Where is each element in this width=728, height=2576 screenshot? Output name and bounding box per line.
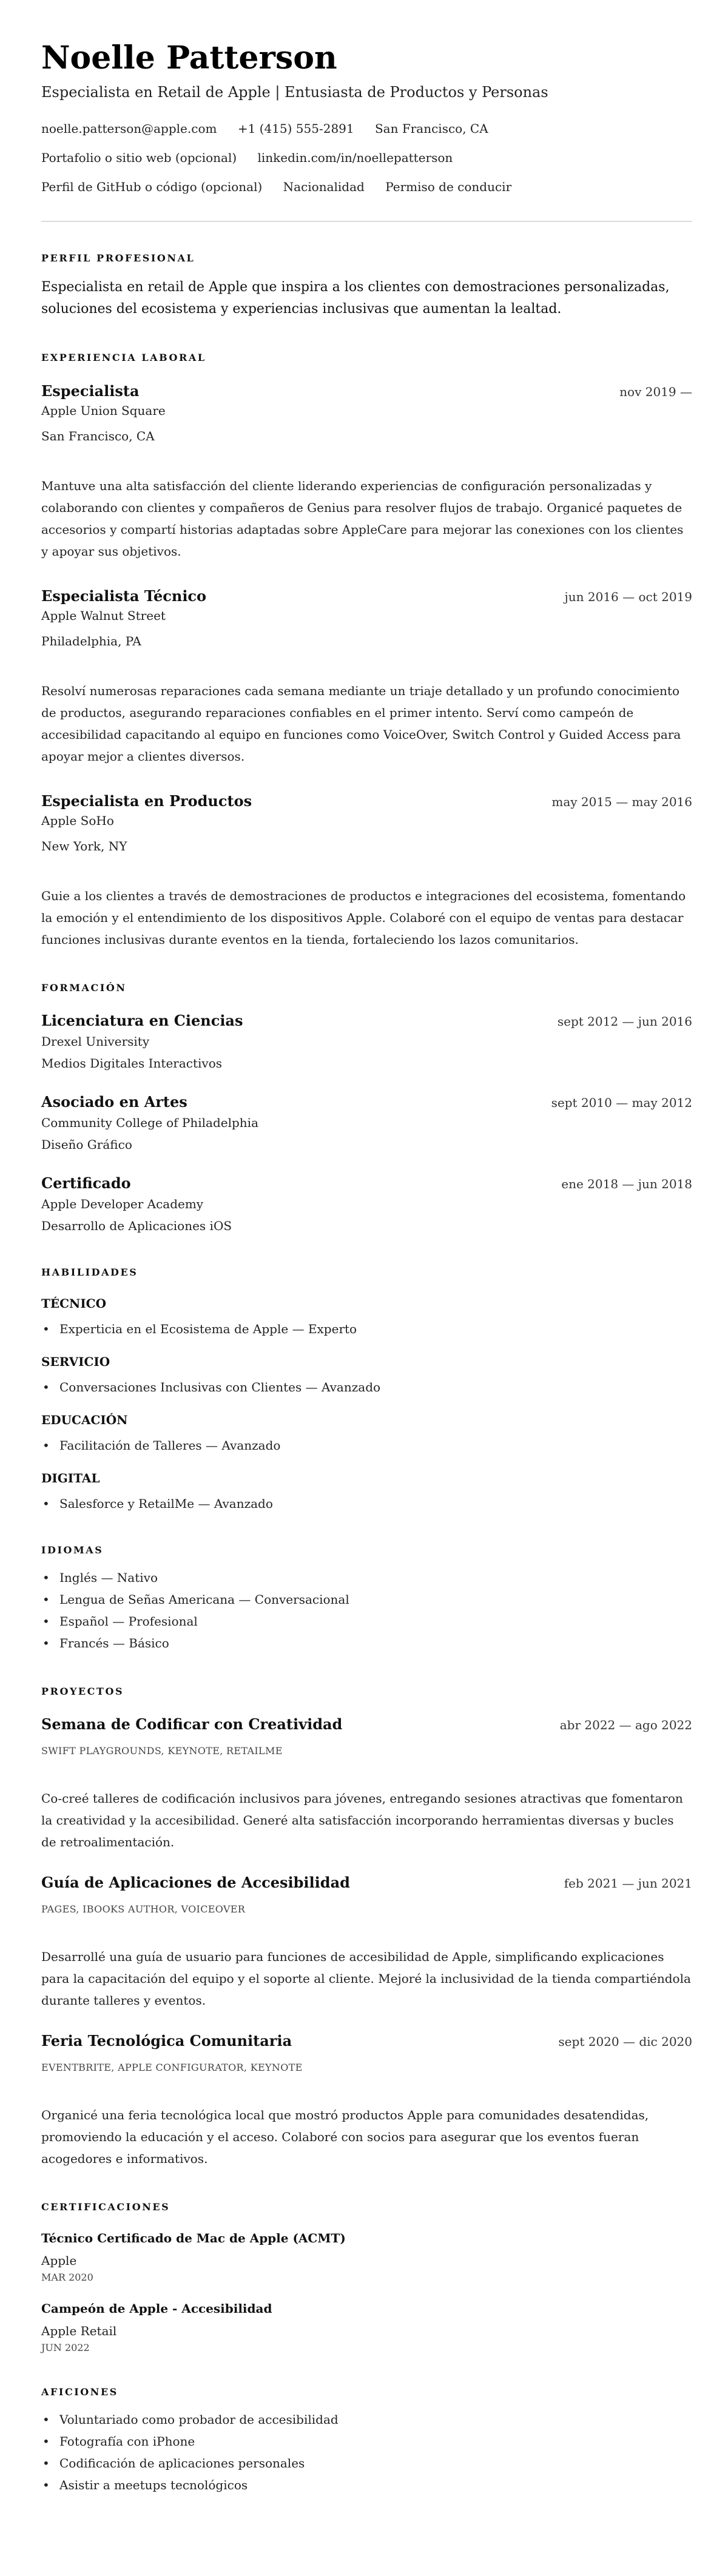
job-description: Guie a los clientes a través de demostraciones de productos e integraciones del ecosistema, fomentando la emoción y el entendimiento de los dispositivos Apple. Colaboré con el equipo de ventas para destacar funciones inclusivas durante eventos en la tienda, fortaleciendo los lazos comunitarios. — [41, 889, 686, 947]
project-dates: abr 2022 — ago 2022 — [559, 1718, 692, 1732]
job-company: Apple Walnut Street — [41, 608, 166, 623]
certification-issuer: Apple Retail — [41, 2324, 117, 2338]
section-heading: HABILIDADES — [41, 1266, 138, 1278]
education-section — [41, 982, 692, 1235]
linkedin-link[interactable]: linkedin.com/in/noellepatterson — [257, 150, 453, 165]
job-description: Resolví numerosas reparaciones cada semana mediante un triaje detallado y un profundo conocimiento de productos, asegurando reparaciones confiables en el primer intento. Serví como campeón de accesibilidad capacitando al equipo en funciones como VoiceOver, Switch Control y Guided Access para apoyar mejor a clientes diversos. — [41, 684, 681, 764]
certifications-section — [41, 2201, 692, 2355]
skill-list — [41, 1495, 692, 1513]
certification-title: Técnico Certificado de Mac de Apple (ACMT) — [41, 2231, 346, 2245]
summary-section — [41, 252, 692, 320]
skill-category: EDUCACIÓN — [41, 1413, 128, 1427]
hobbies-section — [41, 2386, 692, 2496]
resume-header — [41, 40, 692, 197]
languages-section — [41, 1544, 692, 1654]
section-heading: FORMACIÓN — [41, 982, 127, 994]
job-company: Apple Union Square — [41, 403, 166, 418]
certification-date: MAR 2020 — [41, 2272, 93, 2283]
portfolio-link[interactable]: Portafolio o sitio web (opcional) — [41, 150, 237, 165]
job-entry — [41, 792, 692, 950]
skill-category: SERVICIO — [41, 1354, 110, 1369]
degree-title: Asociado en Artes — [41, 1093, 187, 1111]
project-tech: PAGES, IBOOKS AUTHOR, VOICEOVER — [41, 1903, 246, 1915]
hobby-item: • Voluntariado como probador de accesibilidad — [41, 2409, 692, 2430]
certification-date: JUN 2022 — [41, 2342, 90, 2353]
education-dates: sept 2010 — may 2012 — [551, 1095, 692, 1110]
project-dates: sept 2020 — dic 2020 — [558, 2034, 692, 2049]
job-location: Philadelphia, PA — [41, 634, 141, 648]
header-divider — [41, 221, 692, 222]
degree-title: Licenciatura en Ciencias — [41, 1012, 243, 1029]
project-tech: EVENTBRITE, APPLE CONFIGURATOR, KEYNOTE — [41, 2062, 303, 2073]
nationality: Nacionalidad — [283, 180, 365, 194]
job-title: Especialista — [41, 382, 140, 400]
job-dates: jun 2016 — oct 2019 — [564, 590, 692, 604]
language-list — [41, 1567, 692, 1654]
project-description: Organicé una feria tecnológica local que mostró productos Apple para comunidades desatendidas, promoviendo la educación y el acceso. Colaboré con socios para asegurar que los eventos fueran acogedores e informativos. — [41, 2108, 649, 2166]
skill-category: DIGITAL — [41, 1471, 100, 1485]
skill-item: • Salesforce y RetailMe — Avanzado — [41, 1495, 692, 1513]
certification-issuer: Apple — [41, 2253, 77, 2268]
section-heading: EXPERIENCIA LABORAL — [41, 352, 206, 363]
certification-title: Campeón de Apple - Accesibilidad — [41, 2301, 272, 2316]
job-title: Especialista en Productos — [41, 792, 252, 810]
email-link[interactable]: noelle.patterson@apple.com — [41, 121, 217, 136]
language-item: • Lengua de Señas Americana — Conversacional — [41, 1589, 692, 1610]
job-title: Especialista Técnico — [41, 587, 207, 605]
experience-section — [41, 352, 692, 950]
field-of-study: Desarrollo de Aplicaciones iOS — [41, 1219, 232, 1233]
degree-title: Certificado — [41, 1174, 131, 1192]
section-heading: IDIOMAS — [41, 1544, 104, 1556]
education-entry — [41, 1011, 692, 1072]
project-description: Desarrollé una guía de usuario para funciones de accesibilidad de Apple, simplificando explicaciones para la capacitación del equipo y el soporte al cliente. Mejoré la inclusividad de la tienda compartiéndola durante talleres y eventos. — [41, 1949, 691, 2008]
school-name: Drexel University — [41, 1034, 150, 1049]
project-description: Co-creé talleres de codificación inclusivos para jóvenes, entregando sesiones atractivas que fomentaron la creatividad y la accesibilidad. Generé alta satisfacción incorporando herramientas diversas y bucles de retroalimentación. — [41, 1791, 683, 1849]
project-title: Guía de Aplicaciones de Accesibilidad — [41, 1874, 350, 1891]
school-name: Community College of Philadelphia — [41, 1115, 258, 1130]
job-dates: nov 2019 — — [619, 385, 692, 399]
github-link[interactable]: Perfil de GitHub o código (opcional) — [41, 180, 263, 194]
field-of-study: Diseño Gráfico — [41, 1137, 132, 1152]
candidate-name: Noelle Patterson — [41, 39, 337, 76]
job-location: New York, NY — [41, 839, 127, 853]
project-title: Feria Tecnológica Comunitaria — [41, 2032, 292, 2050]
skill-list — [41, 1436, 692, 1454]
hobby-item: • Asistir a meetups tecnológicos — [41, 2474, 692, 2496]
skill-category: TÉCNICO — [41, 1296, 107, 1311]
section-heading: CERTIFICACIONES — [41, 2201, 170, 2213]
job-company: Apple SoHo — [41, 813, 114, 828]
project-tech: SWIFT PLAYGROUNDS, KEYNOTE, RETAILME — [41, 1745, 283, 1757]
hobby-item: • Fotografía con iPhone — [41, 2430, 692, 2452]
section-heading: PERFIL PROFESIONAL — [41, 252, 195, 264]
job-entry — [41, 587, 692, 767]
education-dates: ene 2018 — jun 2018 — [561, 1177, 692, 1191]
project-dates: feb 2021 — jun 2021 — [564, 1876, 692, 1891]
field-of-study: Medios Digitales Interactivos — [41, 1056, 222, 1071]
language-item: • Francés — Básico — [41, 1632, 692, 1654]
skills-section — [41, 1266, 692, 1513]
driving-license: Permiso de conducir — [385, 180, 512, 194]
project-entry — [41, 1715, 692, 1853]
certification-entry — [41, 2229, 692, 2284]
skill-list — [41, 1378, 692, 1396]
project-title: Semana de Codificar con Creatividad — [41, 1715, 343, 1733]
skill-item: • Conversaciones Inclusivas con Clientes — Avanzado — [41, 1378, 692, 1396]
skill-item: • Facilitación de Talleres — Avanzado — [41, 1436, 692, 1454]
candidate-headline: Especialista en Retail de Apple | Entusiasta de Productos y Personas — [41, 84, 548, 101]
contact-row — [41, 119, 692, 138]
projects-section — [41, 1686, 692, 2170]
language-item: • Español — Profesional — [41, 1610, 692, 1632]
job-location: San Francisco, CA — [41, 429, 155, 443]
phone-number: +1 (415) 555-2891 — [237, 121, 354, 136]
school-name: Apple Developer Academy — [41, 1197, 204, 1211]
skill-list — [41, 1320, 692, 1338]
certification-entry — [41, 2299, 692, 2355]
location: San Francisco, CA — [374, 121, 488, 136]
language-item: • Inglés — Nativo — [41, 1567, 692, 1589]
job-dates: may 2015 — may 2016 — [551, 795, 692, 809]
contact-row — [41, 148, 692, 167]
job-entry — [41, 382, 692, 562]
project-entry — [41, 2031, 692, 2170]
section-heading: AFICIONES — [41, 2386, 118, 2398]
education-entry — [41, 1092, 692, 1154]
summary-text: Especialista en retail de Apple que inspira a los clientes con demostraciones personalizadas, soluciones del ecosistema y experiencias inclusivas que aumentan la lealtad. — [41, 280, 670, 317]
project-entry — [41, 1873, 692, 2011]
contact-row — [41, 177, 692, 197]
hobby-list — [41, 2409, 692, 2496]
skill-item: • Experticia en el Ecosistema de Apple — Experto — [41, 1320, 692, 1338]
hobby-item: • Codificación de aplicaciones personales — [41, 2452, 692, 2474]
education-dates: sept 2012 — jun 2016 — [557, 1014, 692, 1029]
job-description: Mantuve una alta satisfacción del cliente liderando experiencias de configuración personalizadas y colaborando con clientes y compañeros de Genius para resolver flujos de trabajo. Organicé paquetes de accesorios y compartí historias adaptadas sobre AppleCare para mejorar las conexiones con los clientes y apoyar sus objetivos. — [41, 479, 684, 559]
section-heading: PROYECTOS — [41, 1686, 124, 1697]
education-entry — [41, 1174, 692, 1235]
